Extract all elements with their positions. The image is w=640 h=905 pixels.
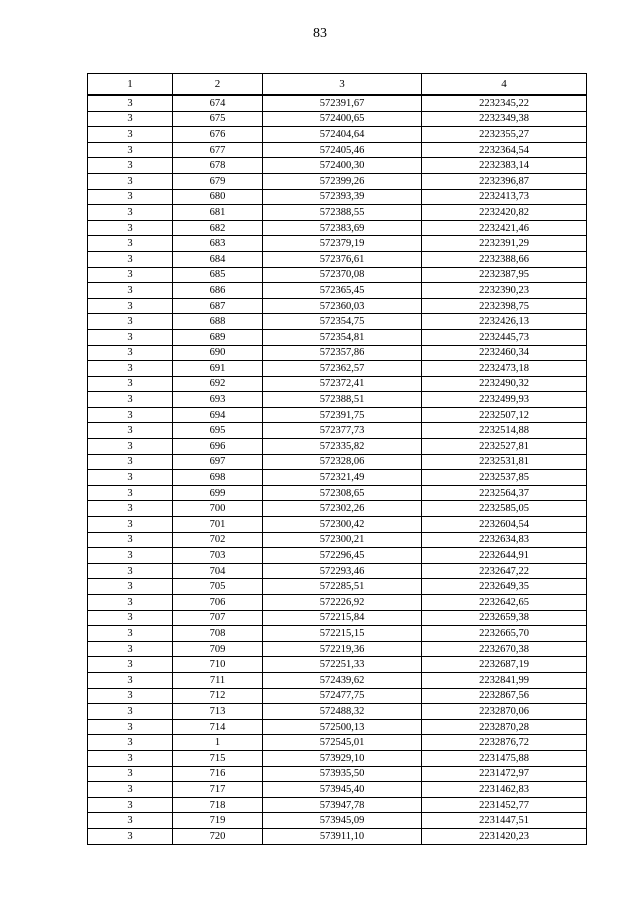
table-row xyxy=(88,750,587,766)
x-coordinate-cell: 572377,73 xyxy=(263,423,422,439)
x-coordinate-cell: 572545,01 xyxy=(263,735,422,751)
y-coordinate-cell: 2232642,65 xyxy=(422,595,587,611)
x-coordinate-cell: 572300,42 xyxy=(263,517,422,533)
y-coordinate-cell: 2231447,51 xyxy=(422,813,587,829)
x-coordinate-cell: 572477,75 xyxy=(263,688,422,704)
y-coordinate-cell: 2231452,77 xyxy=(422,797,587,813)
y-coordinate-cell: 2231420,23 xyxy=(422,828,587,844)
point-number-cell: 708 xyxy=(173,626,263,642)
contour-cell: 3 xyxy=(88,423,173,439)
page-number: 83 xyxy=(313,26,327,41)
contour-cell: 3 xyxy=(88,267,173,283)
x-coordinate-cell: 572360,03 xyxy=(263,298,422,314)
point-number-cell: 685 xyxy=(173,267,263,283)
table-row xyxy=(88,610,587,626)
y-coordinate-cell: 2232445,73 xyxy=(422,329,587,345)
table-row xyxy=(88,127,587,143)
contour-cell: 3 xyxy=(88,314,173,330)
point-number-cell: 707 xyxy=(173,610,263,626)
y-coordinate-cell: 2232355,27 xyxy=(422,127,587,143)
table-row xyxy=(88,766,587,782)
point-number-cell: 720 xyxy=(173,828,263,844)
table-row xyxy=(88,797,587,813)
contour-cell: 3 xyxy=(88,532,173,548)
y-coordinate-cell: 2232507,12 xyxy=(422,407,587,423)
table-row xyxy=(88,329,587,345)
x-coordinate-cell: 572219,36 xyxy=(263,641,422,657)
table-row xyxy=(88,267,587,283)
table-row xyxy=(88,251,587,267)
point-number-cell: 706 xyxy=(173,595,263,611)
x-coordinate-cell: 572362,57 xyxy=(263,361,422,377)
column-header-1: 1 xyxy=(88,74,173,96)
y-coordinate-cell: 2232349,38 xyxy=(422,111,587,127)
contour-cell: 3 xyxy=(88,189,173,205)
point-number-cell: 687 xyxy=(173,298,263,314)
contour-cell: 3 xyxy=(88,158,173,174)
contour-cell: 3 xyxy=(88,345,173,361)
x-coordinate-cell: 573929,10 xyxy=(263,750,422,766)
point-number-cell: 718 xyxy=(173,797,263,813)
point-number-cell: 719 xyxy=(173,813,263,829)
point-number-cell: 714 xyxy=(173,719,263,735)
x-coordinate-cell: 572321,49 xyxy=(263,470,422,486)
contour-cell: 3 xyxy=(88,517,173,533)
point-number-cell: 689 xyxy=(173,329,263,345)
point-number-cell: 693 xyxy=(173,392,263,408)
y-coordinate-cell: 2232644,91 xyxy=(422,548,587,564)
x-coordinate-cell: 572439,62 xyxy=(263,672,422,688)
contour-cell: 3 xyxy=(88,205,173,221)
table-row xyxy=(88,485,587,501)
table-row xyxy=(88,782,587,798)
column-header-2: 2 xyxy=(173,74,263,96)
x-coordinate-cell: 572308,65 xyxy=(263,485,422,501)
x-coordinate-cell: 573935,50 xyxy=(263,766,422,782)
table-row xyxy=(88,439,587,455)
point-number-cell: 681 xyxy=(173,205,263,221)
table-row xyxy=(88,142,587,158)
header-row xyxy=(88,74,587,96)
x-coordinate-cell: 572226,92 xyxy=(263,595,422,611)
contour-cell: 3 xyxy=(88,595,173,611)
y-coordinate-cell: 2232870,28 xyxy=(422,719,587,735)
x-coordinate-cell: 572251,33 xyxy=(263,657,422,673)
table-row xyxy=(88,314,587,330)
table-row xyxy=(88,595,587,611)
point-number-cell: 694 xyxy=(173,407,263,423)
table-row xyxy=(88,813,587,829)
y-coordinate-cell: 2232345,22 xyxy=(422,95,587,111)
y-coordinate-cell: 2232687,19 xyxy=(422,657,587,673)
y-coordinate-cell: 2232647,22 xyxy=(422,563,587,579)
x-coordinate-cell: 572405,46 xyxy=(263,142,422,158)
table-row xyxy=(88,95,587,111)
table-row xyxy=(88,205,587,221)
y-coordinate-cell: 2232537,85 xyxy=(422,470,587,486)
point-number-cell: 717 xyxy=(173,782,263,798)
table-row xyxy=(88,688,587,704)
y-coordinate-cell: 2232876,72 xyxy=(422,735,587,751)
x-coordinate-cell: 572388,55 xyxy=(263,205,422,221)
table-row xyxy=(88,470,587,486)
x-coordinate-cell: 572293,46 xyxy=(263,563,422,579)
y-coordinate-cell: 2232364,54 xyxy=(422,142,587,158)
point-number-cell: 699 xyxy=(173,485,263,501)
contour-cell: 3 xyxy=(88,173,173,189)
x-coordinate-cell: 572215,15 xyxy=(263,626,422,642)
contour-cell: 3 xyxy=(88,688,173,704)
table-row xyxy=(88,376,587,392)
y-coordinate-cell: 2232499,93 xyxy=(422,392,587,408)
contour-cell: 3 xyxy=(88,626,173,642)
contour-cell: 3 xyxy=(88,361,173,377)
x-coordinate-cell: 572400,30 xyxy=(263,158,422,174)
y-coordinate-cell: 2232527,81 xyxy=(422,439,587,455)
x-coordinate-cell: 572376,61 xyxy=(263,251,422,267)
contour-cell: 3 xyxy=(88,485,173,501)
y-coordinate-cell: 2232870,06 xyxy=(422,704,587,720)
table-row xyxy=(88,345,587,361)
table-row xyxy=(88,579,587,595)
contour-cell: 3 xyxy=(88,719,173,735)
contour-cell: 3 xyxy=(88,782,173,798)
table-row xyxy=(88,361,587,377)
contour-cell: 3 xyxy=(88,750,173,766)
table-row xyxy=(88,532,587,548)
contour-cell: 3 xyxy=(88,641,173,657)
contour-cell: 3 xyxy=(88,298,173,314)
x-coordinate-cell: 572399,26 xyxy=(263,173,422,189)
table-row xyxy=(88,517,587,533)
y-coordinate-cell: 2232388,66 xyxy=(422,251,587,267)
contour-cell: 3 xyxy=(88,766,173,782)
point-number-cell: 692 xyxy=(173,376,263,392)
y-coordinate-cell: 2232383,14 xyxy=(422,158,587,174)
point-number-cell: 675 xyxy=(173,111,263,127)
y-coordinate-cell: 2232490,32 xyxy=(422,376,587,392)
table-body xyxy=(88,95,587,844)
x-coordinate-cell: 572388,51 xyxy=(263,392,422,408)
x-coordinate-cell: 572335,82 xyxy=(263,439,422,455)
contour-cell: 3 xyxy=(88,704,173,720)
coordinates-table xyxy=(87,73,587,845)
contour-cell: 3 xyxy=(88,813,173,829)
y-coordinate-cell: 2232665,70 xyxy=(422,626,587,642)
point-number-cell: 711 xyxy=(173,672,263,688)
x-coordinate-cell: 572500,13 xyxy=(263,719,422,735)
x-coordinate-cell: 573945,09 xyxy=(263,813,422,829)
table-row xyxy=(88,657,587,673)
table-row xyxy=(88,501,587,517)
point-number-cell: 710 xyxy=(173,657,263,673)
table-row xyxy=(88,672,587,688)
point-number-cell: 684 xyxy=(173,251,263,267)
y-coordinate-cell: 2232413,73 xyxy=(422,189,587,205)
x-coordinate-cell: 572354,75 xyxy=(263,314,422,330)
point-number-cell: 704 xyxy=(173,563,263,579)
point-number-cell: 686 xyxy=(173,283,263,299)
contour-cell: 3 xyxy=(88,657,173,673)
x-coordinate-cell: 572372,41 xyxy=(263,376,422,392)
y-coordinate-cell: 2232867,56 xyxy=(422,688,587,704)
x-coordinate-cell: 572383,69 xyxy=(263,220,422,236)
y-coordinate-cell: 2232670,38 xyxy=(422,641,587,657)
x-coordinate-cell: 572215,84 xyxy=(263,610,422,626)
y-coordinate-cell: 2232421,46 xyxy=(422,220,587,236)
x-coordinate-cell: 572285,51 xyxy=(263,579,422,595)
y-coordinate-cell: 2231462,83 xyxy=(422,782,587,798)
table-row xyxy=(88,173,587,189)
point-number-cell: 1 xyxy=(173,735,263,751)
table-row xyxy=(88,220,587,236)
contour-cell: 3 xyxy=(88,111,173,127)
point-number-cell: 712 xyxy=(173,688,263,704)
x-coordinate-cell: 573947,78 xyxy=(263,797,422,813)
point-number-cell: 713 xyxy=(173,704,263,720)
y-coordinate-cell: 2232841,99 xyxy=(422,672,587,688)
x-coordinate-cell: 572354,81 xyxy=(263,329,422,345)
point-number-cell: 695 xyxy=(173,423,263,439)
point-number-cell: 715 xyxy=(173,750,263,766)
y-coordinate-cell: 2232420,82 xyxy=(422,205,587,221)
point-number-cell: 680 xyxy=(173,189,263,205)
y-coordinate-cell: 2232460,34 xyxy=(422,345,587,361)
column-header-3: 3 xyxy=(263,74,422,96)
table-row xyxy=(88,283,587,299)
contour-cell: 3 xyxy=(88,454,173,470)
table-row xyxy=(88,563,587,579)
x-coordinate-cell: 572400,65 xyxy=(263,111,422,127)
table-row xyxy=(88,407,587,423)
y-coordinate-cell: 2232390,23 xyxy=(422,283,587,299)
y-coordinate-cell: 2232473,18 xyxy=(422,361,587,377)
point-number-cell: 703 xyxy=(173,548,263,564)
contour-cell: 3 xyxy=(88,548,173,564)
y-coordinate-cell: 2232391,29 xyxy=(422,236,587,252)
point-number-cell: 691 xyxy=(173,361,263,377)
x-coordinate-cell: 572404,64 xyxy=(263,127,422,143)
point-number-cell: 696 xyxy=(173,439,263,455)
table-row xyxy=(88,704,587,720)
table-row xyxy=(88,548,587,564)
table-row xyxy=(88,392,587,408)
point-number-cell: 677 xyxy=(173,142,263,158)
table-row xyxy=(88,828,587,844)
table-row xyxy=(88,641,587,657)
y-coordinate-cell: 2232387,95 xyxy=(422,267,587,283)
point-number-cell: 690 xyxy=(173,345,263,361)
x-coordinate-cell: 572365,45 xyxy=(263,283,422,299)
y-coordinate-cell: 2232634,83 xyxy=(422,532,587,548)
table-row xyxy=(88,111,587,127)
x-coordinate-cell: 572328,06 xyxy=(263,454,422,470)
y-coordinate-cell: 2232659,38 xyxy=(422,610,587,626)
y-coordinate-cell: 2232531,81 xyxy=(422,454,587,470)
contour-cell: 3 xyxy=(88,828,173,844)
y-coordinate-cell: 2232604,54 xyxy=(422,517,587,533)
table-row xyxy=(88,735,587,751)
y-coordinate-cell: 2232564,37 xyxy=(422,485,587,501)
x-coordinate-cell: 573911,10 xyxy=(263,828,422,844)
contour-cell: 3 xyxy=(88,95,173,111)
y-coordinate-cell: 2232398,75 xyxy=(422,298,587,314)
point-number-cell: 674 xyxy=(173,95,263,111)
contour-cell: 3 xyxy=(88,407,173,423)
point-number-cell: 679 xyxy=(173,173,263,189)
y-coordinate-cell: 2232649,35 xyxy=(422,579,587,595)
table-header xyxy=(88,74,587,96)
contour-cell: 3 xyxy=(88,672,173,688)
table-row xyxy=(88,189,587,205)
contour-cell: 3 xyxy=(88,376,173,392)
point-number-cell: 698 xyxy=(173,470,263,486)
contour-cell: 3 xyxy=(88,735,173,751)
column-header-4: 4 xyxy=(422,74,587,96)
contour-cell: 3 xyxy=(88,236,173,252)
y-coordinate-cell: 2231472,97 xyxy=(422,766,587,782)
x-coordinate-cell: 572302,26 xyxy=(263,501,422,517)
point-number-cell: 701 xyxy=(173,517,263,533)
x-coordinate-cell: 572370,08 xyxy=(263,267,422,283)
point-number-cell: 678 xyxy=(173,158,263,174)
point-number-cell: 705 xyxy=(173,579,263,595)
contour-cell: 3 xyxy=(88,392,173,408)
point-number-cell: 697 xyxy=(173,454,263,470)
point-number-cell: 683 xyxy=(173,236,263,252)
point-number-cell: 682 xyxy=(173,220,263,236)
table-row xyxy=(88,298,587,314)
x-coordinate-cell: 572391,67 xyxy=(263,95,422,111)
contour-cell: 3 xyxy=(88,329,173,345)
x-coordinate-cell: 572391,75 xyxy=(263,407,422,423)
point-number-cell: 702 xyxy=(173,532,263,548)
contour-cell: 3 xyxy=(88,501,173,517)
point-number-cell: 700 xyxy=(173,501,263,517)
y-coordinate-cell: 2232585,05 xyxy=(422,501,587,517)
table-row xyxy=(88,454,587,470)
contour-cell: 3 xyxy=(88,251,173,267)
y-coordinate-cell: 2231475,88 xyxy=(422,750,587,766)
contour-cell: 3 xyxy=(88,797,173,813)
point-number-cell: 676 xyxy=(173,127,263,143)
x-coordinate-cell: 572357,86 xyxy=(263,345,422,361)
x-coordinate-cell: 573945,40 xyxy=(263,782,422,798)
contour-cell: 3 xyxy=(88,220,173,236)
x-coordinate-cell: 572488,32 xyxy=(263,704,422,720)
y-coordinate-cell: 2232426,13 xyxy=(422,314,587,330)
contour-cell: 3 xyxy=(88,127,173,143)
x-coordinate-cell: 572393,39 xyxy=(263,189,422,205)
contour-cell: 3 xyxy=(88,610,173,626)
contour-cell: 3 xyxy=(88,283,173,299)
x-coordinate-cell: 572300,21 xyxy=(263,532,422,548)
y-coordinate-cell: 2232396,87 xyxy=(422,173,587,189)
table-row xyxy=(88,158,587,174)
point-number-cell: 716 xyxy=(173,766,263,782)
point-number-cell: 688 xyxy=(173,314,263,330)
contour-cell: 3 xyxy=(88,579,173,595)
contour-cell: 3 xyxy=(88,142,173,158)
contour-cell: 3 xyxy=(88,439,173,455)
contour-cell: 3 xyxy=(88,563,173,579)
x-coordinate-cell: 572296,45 xyxy=(263,548,422,564)
table-row xyxy=(88,236,587,252)
table-row xyxy=(88,719,587,735)
contour-cell: 3 xyxy=(88,470,173,486)
x-coordinate-cell: 572379,19 xyxy=(263,236,422,252)
table-row xyxy=(88,423,587,439)
point-number-cell: 709 xyxy=(173,641,263,657)
table-row xyxy=(88,626,587,642)
y-coordinate-cell: 2232514,88 xyxy=(422,423,587,439)
